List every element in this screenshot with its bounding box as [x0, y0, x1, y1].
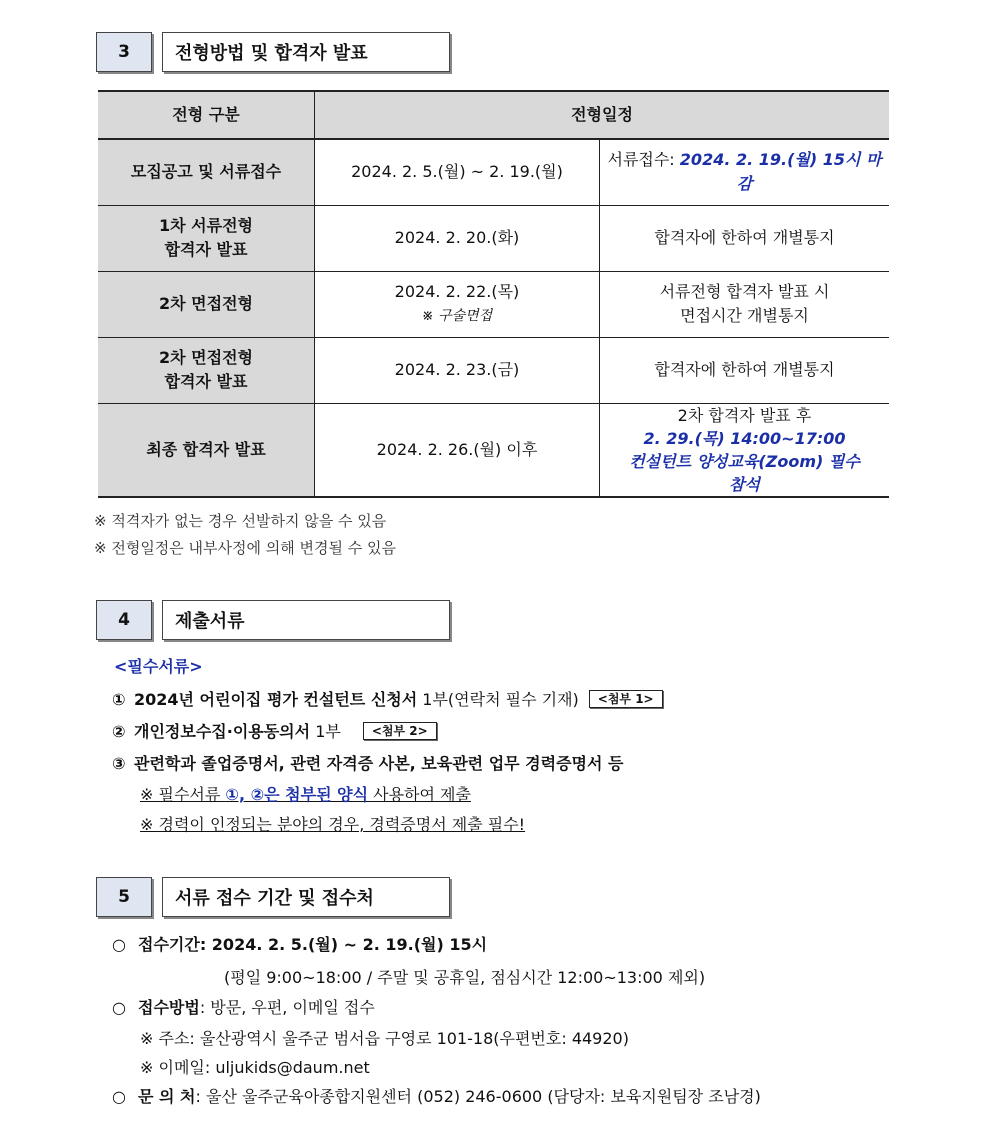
section-5-number: 5: [96, 877, 152, 917]
table-header-row: [98, 91, 889, 139]
note-cell: 서류접수: 2024. 2. 19.(월) 15시 마감: [600, 139, 890, 205]
section-5-title: 서류 접수 기간 및 접수처: [162, 877, 450, 917]
table-row: [98, 337, 889, 403]
doc-item: ② 개인정보수집·이용동의서 1부 <첨부 2>: [112, 721, 437, 743]
section-3-number: 3: [96, 32, 152, 72]
header-schedule: 전형일정: [315, 91, 890, 139]
note-cell: 합격자에 한하여 개별통지: [600, 205, 890, 271]
table-row: [98, 403, 889, 497]
date-cell: 2024. 2. 5.(월) ~ 2. 19.(월): [315, 139, 600, 205]
stage-cell: 최종 합격자 발표: [98, 403, 315, 497]
contact-line: ○ 문 의 처: 울산 울주군육아종합지원센터 (052) 246-0600 (담당자: 보육지원팀장 조남경): [112, 1087, 761, 1106]
schedule-table: [98, 90, 889, 498]
stage-cell: 2차 면접전형 합격자 발표: [98, 337, 315, 403]
period-note: (평일 9:00~18:00 / 주말 및 공휴일, 점심시간 12:00~13:00 제외): [224, 968, 706, 987]
date-cell: 2024. 2. 20.(화): [315, 205, 600, 271]
method-line: ○ 접수방법: 방문, 우편, 이메일 접수: [112, 998, 375, 1017]
address-line: ※ 주소: 울산광역시 울주군 범서읍 구영로 101-18(우편번호: 44920): [140, 1029, 629, 1048]
note-cell: 서류전형 합격자 발표 시 면접시간 개별통지: [600, 271, 890, 337]
date-cell: 2024. 2. 23.(금): [315, 337, 600, 403]
note-cell: 2차 합격자 발표 후 2. 29.(목) 14:00~17:00 컨설턴트 양성교육(Zoom) 필수 참석: [600, 403, 890, 497]
stage-cell: 1차 서류전형 합격자 발표: [98, 205, 315, 271]
date-cell: 2024. 2. 22.(목) ※ 구술면접: [315, 271, 600, 337]
doc-note: ※ 경력이 인정되는 분야의 경우, 경력증명서 제출 필수!: [140, 815, 526, 834]
stage-cell: 모집공고 및 서류접수: [98, 139, 315, 205]
table-row: [98, 205, 889, 271]
note-line: ※ 전형일정은 내부사정에 의해 변경될 수 있음: [94, 539, 396, 557]
section-3-title: 전형방법 및 합격자 발표: [162, 32, 450, 72]
period-line: ○ 접수기간: 2024. 2. 5.(월) ~ 2. 19.(월) 15시: [112, 935, 488, 954]
doc-item: ① 2024년 어린이집 평가 컨설턴트 신청서 1부(연락처 필수 기재) <첨부 1>: [112, 689, 663, 711]
date-cell: 2024. 2. 26.(월) 이후: [315, 403, 600, 497]
note-cell: 합격자에 한하여 개별통지: [600, 337, 890, 403]
doc-item: ③ 관련학과 졸업증명서, 관련 자격증 사본, 보육관련 업무 경력증명서 등: [112, 754, 624, 773]
table-row: [98, 139, 889, 205]
doc-note: ※ 필수서류 ①, ②은 첨부된 양식 사용하여 제출: [140, 785, 471, 804]
email-line: ※ 이메일: uljukids@daum.net: [140, 1058, 370, 1077]
attachment-tag: <첨부 1>: [589, 690, 663, 708]
section-4-title: 제출서류: [162, 600, 450, 640]
stage-cell: 2차 면접전형: [98, 271, 315, 337]
table-row: [98, 271, 889, 337]
attachment-tag: <첨부 2>: [363, 722, 437, 740]
header-stage: 전형 구분: [98, 91, 315, 139]
section-4-number: 4: [96, 600, 152, 640]
required-docs-subtitle: <필수서류>: [114, 657, 203, 676]
note-line: ※ 적격자가 없는 경우 선발하지 않을 수 있음: [94, 512, 387, 530]
